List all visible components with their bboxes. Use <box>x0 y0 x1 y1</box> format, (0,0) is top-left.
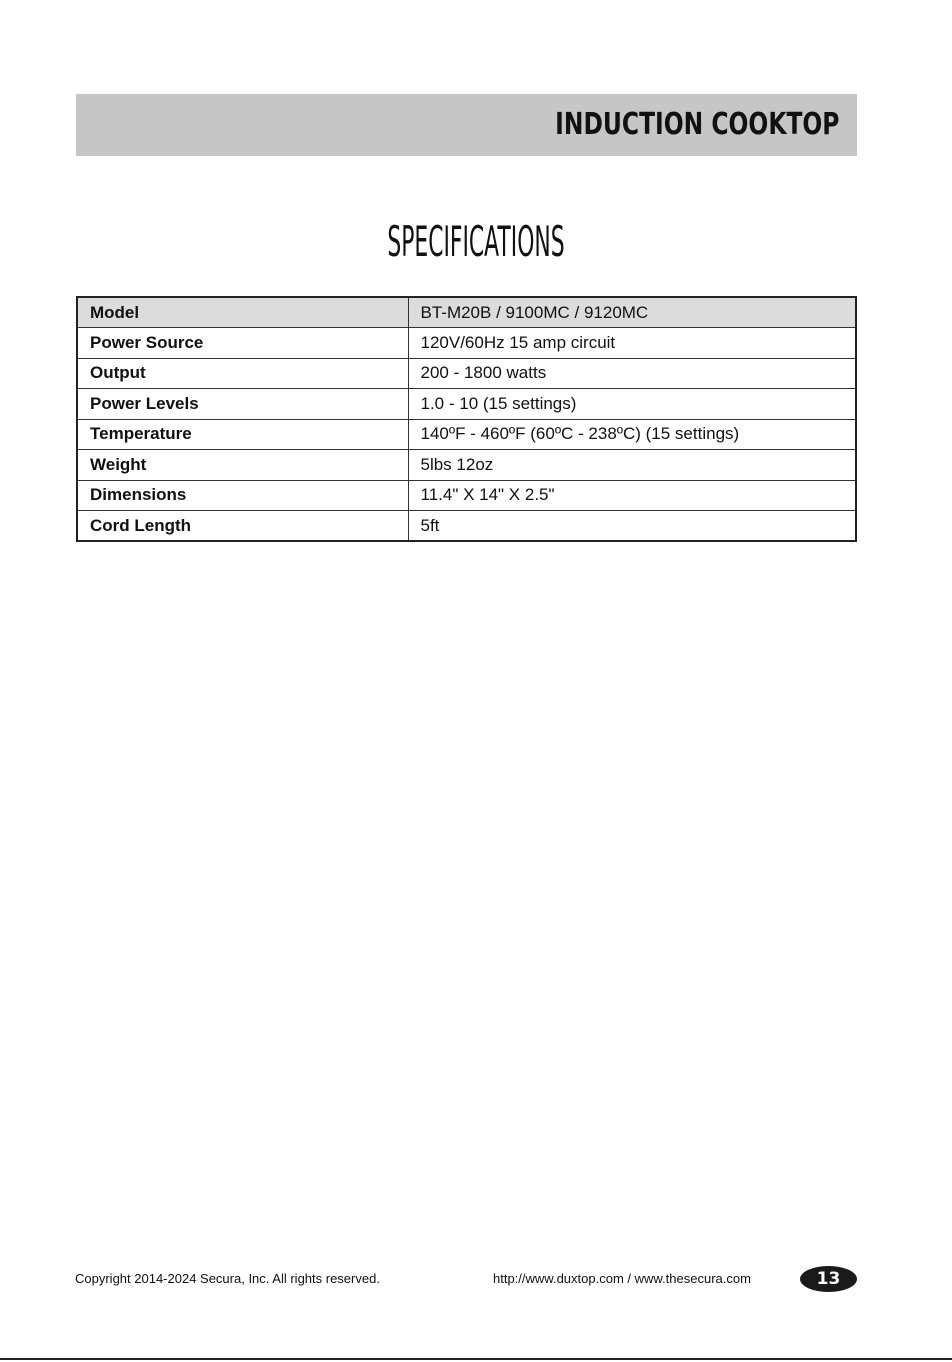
table-row <box>77 389 856 420</box>
spec-value: 200 - 1800 watts <box>408 358 856 389</box>
table-row <box>77 328 856 359</box>
spec-label: Power Source <box>77 328 408 359</box>
spec-value: 140ºF - 460ºF (60ºC - 238ºC) (15 settings) <box>408 419 856 450</box>
table-row <box>77 297 856 328</box>
spec-value: 5lbs 12oz <box>408 450 856 481</box>
specifications-table <box>76 296 857 542</box>
spec-value: BT-M20B / 9100MC / 9120MC <box>408 297 856 328</box>
spec-value: 120V/60Hz 15 amp circuit <box>408 328 856 359</box>
spec-value: 11.4" X 14" X 2.5" <box>408 480 856 511</box>
spec-label: Model <box>77 297 408 328</box>
bottom-divider <box>0 1358 952 1360</box>
spec-label: Power Levels <box>77 389 408 420</box>
spec-label: Cord Length <box>77 511 408 542</box>
spec-value: 1.0 - 10 (15 settings) <box>408 389 856 420</box>
spec-value: 5ft <box>408 511 856 542</box>
header-band <box>76 94 857 156</box>
spec-label: Temperature <box>77 419 408 450</box>
table-row <box>77 358 856 389</box>
table-row <box>77 450 856 481</box>
table-row <box>77 419 856 450</box>
table-row <box>77 480 856 511</box>
page-number-badge: 13 <box>800 1266 857 1292</box>
spec-label: Dimensions <box>77 480 408 511</box>
footer-copyright: Copyright 2014-2024 Secura, Inc. All rights reserved. <box>75 1271 380 1286</box>
table-row <box>77 511 856 542</box>
header-title: INDUCTION COOKTOP <box>554 107 839 142</box>
spec-label: Weight <box>77 450 408 481</box>
spec-label: Output <box>77 358 408 389</box>
section-title: SPECIFICATIONS <box>387 217 565 266</box>
footer-urls: http://www.duxtop.com / www.thesecura.com <box>493 1271 751 1286</box>
